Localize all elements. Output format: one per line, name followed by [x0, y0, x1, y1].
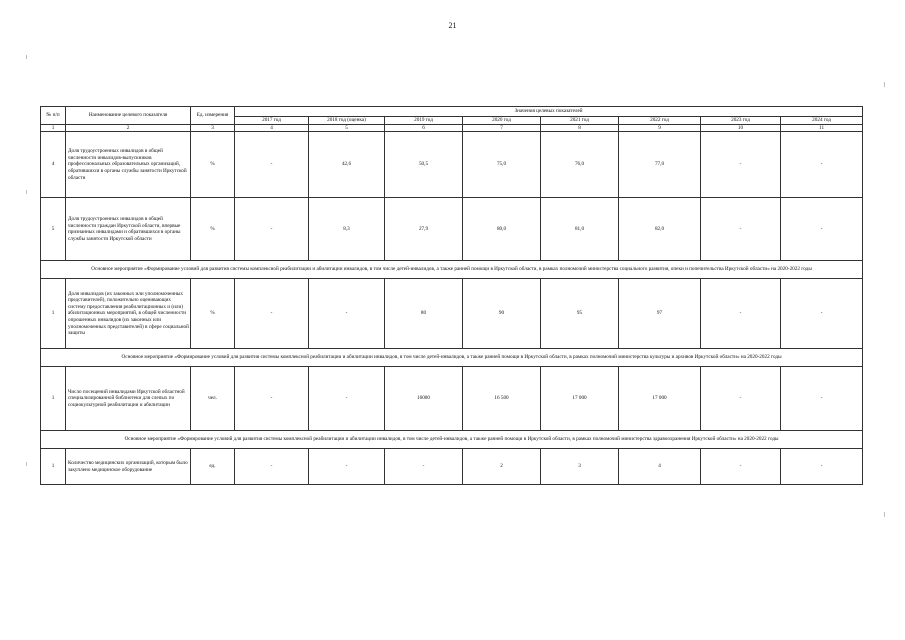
- value-cell: 80,0: [463, 198, 541, 261]
- value-cell: -: [701, 132, 781, 198]
- table-row: [41, 449, 863, 485]
- column-number: 9: [619, 124, 701, 132]
- column-number: 11: [781, 124, 863, 132]
- value-cell: -: [701, 279, 781, 349]
- value-cell: 95: [541, 279, 619, 349]
- value-cell: -: [235, 449, 309, 485]
- value-cell: 77,0: [619, 132, 701, 198]
- value-cell: 2: [463, 449, 541, 485]
- value-cell: -: [309, 367, 385, 431]
- section-row: [41, 431, 863, 449]
- value-cell: -: [701, 449, 781, 485]
- unit-cell: чел.: [191, 367, 235, 431]
- scan-mark: [26, 190, 27, 194]
- scan-mark: [26, 462, 27, 466]
- section-title: Основное мероприятие «Формирование условий для развития системы комплексной реабилитации и абилитации инвалидов, в том числе детей-инвалидов, а также ранней помощи в Иркутской области, в рамках полномочий министерства культуры и архивов Иркутской области» на 2020-2022 годы: [41, 349, 863, 367]
- header-num: № п/п: [41, 107, 66, 125]
- unit-cell: ед.: [191, 449, 235, 485]
- value-cell: 4: [619, 449, 701, 485]
- section-title: Основное мероприятие «Формирование условий для развития системы комплексной реабилитации и абилитации инвалидов, в том числе детей-инвалидов, а также ранней помощи в Иркутской области, в рамках полномочий министерства здравоохранения Иркутской области» на 2020-2022 годы: [41, 431, 863, 449]
- column-number: 3: [191, 124, 235, 132]
- column-number: 8: [541, 124, 619, 132]
- value-cell: 17 000: [619, 367, 701, 431]
- value-cell: -: [309, 449, 385, 485]
- row-num: 1: [41, 449, 66, 485]
- column-number: 5: [309, 124, 385, 132]
- value-cell: -: [235, 279, 309, 349]
- scan-mark: [884, 512, 885, 517]
- value-cell: 42,6: [309, 132, 385, 198]
- indicator-name: Доля трудоустроенных инвалидов в общей численности граждан Иркутской области, впервые признанных инвалидами и обратившихся в органы службы занятости Иркутской области: [66, 198, 191, 261]
- indicators-table: [40, 106, 863, 485]
- unit-cell: %: [191, 198, 235, 261]
- value-cell: 8,3: [309, 198, 385, 261]
- header-year: 2024 год: [781, 117, 863, 125]
- indicator-name: Доля трудоустроенных инвалидов в общей численности инвалидов-выпускников профессиональных образовательных организаций, обратившихся в органы службы занятости Иркутской области: [66, 132, 191, 198]
- value-cell: -: [235, 132, 309, 198]
- column-number: 4: [235, 124, 309, 132]
- header-year: 2018 год (оценка): [309, 117, 385, 125]
- value-cell: 3: [541, 449, 619, 485]
- header-year: 2020 год: [463, 117, 541, 125]
- value-cell: -: [385, 449, 463, 485]
- value-cell: -: [781, 449, 863, 485]
- value-cell: 82,0: [619, 198, 701, 261]
- header-row: [41, 107, 863, 117]
- value-cell: -: [309, 279, 385, 349]
- row-num: 4: [41, 132, 66, 198]
- value-cell: -: [781, 198, 863, 261]
- value-cell: 90: [463, 279, 541, 349]
- header-year: 2021 год: [541, 117, 619, 125]
- column-number-row: [41, 124, 863, 132]
- table-row: [41, 279, 863, 349]
- header-name: Наименование целевого показателя: [66, 107, 191, 125]
- row-num: 1: [41, 367, 66, 431]
- header-year: 2017 год: [235, 117, 309, 125]
- value-cell: -: [781, 279, 863, 349]
- header-year: 2019 год: [385, 117, 463, 125]
- column-number: 6: [385, 124, 463, 132]
- value-cell: -: [235, 198, 309, 261]
- value-cell: 27,9: [385, 198, 463, 261]
- column-number: 10: [701, 124, 781, 132]
- value-cell: -: [701, 367, 781, 431]
- indicator-name: Количество медицинских организаций, которым было закуплено медицинское оборудование: [66, 449, 191, 485]
- column-number: 1: [41, 124, 66, 132]
- value-cell: 81,0: [541, 198, 619, 261]
- value-cell: 16 500: [463, 367, 541, 431]
- indicator-name: Доля инвалидов (их законных или уполномоченных представителей), положительно оценивающих систему предоставления реабилитационных и (или) абилитационных мероприятий, в общей численности опрошенных инвалидов (их законных или уполномоченных представителей) в сфере социальной защиты: [66, 279, 191, 349]
- value-cell: 75,0: [463, 132, 541, 198]
- value-cell: -: [781, 367, 863, 431]
- table-row: [41, 198, 863, 261]
- scan-mark: [884, 82, 885, 87]
- header-values-group: Значения целевых показателей: [235, 107, 863, 117]
- table-row: [41, 132, 863, 198]
- row-num: 5: [41, 198, 66, 261]
- header-unit: Ед. измерения: [191, 107, 235, 125]
- value-cell: -: [701, 198, 781, 261]
- section-row: [41, 349, 863, 367]
- scan-mark: [26, 55, 27, 59]
- value-cell: 50,5: [385, 132, 463, 198]
- table-row: [41, 367, 863, 431]
- column-number: 7: [463, 124, 541, 132]
- header-year: 2023 год: [701, 117, 781, 125]
- header-year: 2022 год: [619, 117, 701, 125]
- value-cell: 17 000: [541, 367, 619, 431]
- section-title: Основное мероприятие «Формирование условий для развития системы комплексной реабилитации и абилитации инвалидов, в том числе детей-инвалидов, а также ранней помощи в Иркутской области, в рамках полномочий министерства социального развития, опеки и попечительства Иркутской области» на 2020-2022 годы: [41, 261, 863, 279]
- indicator-name: Число посещений инвалидами Иркутской областной специализированной библиотеки для слепых по социокультурной реабилитации и абилитации: [66, 367, 191, 431]
- value-cell: 97: [619, 279, 701, 349]
- value-cell: 16000: [385, 367, 463, 431]
- value-cell: 80: [385, 279, 463, 349]
- page-number: 21: [448, 21, 457, 30]
- row-num: 1: [41, 279, 66, 349]
- section-row: [41, 261, 863, 279]
- value-cell: -: [235, 367, 309, 431]
- value-cell: -: [781, 132, 863, 198]
- value-cell: 76,0: [541, 132, 619, 198]
- column-number: 2: [66, 124, 191, 132]
- unit-cell: %: [191, 279, 235, 349]
- unit-cell: %: [191, 132, 235, 198]
